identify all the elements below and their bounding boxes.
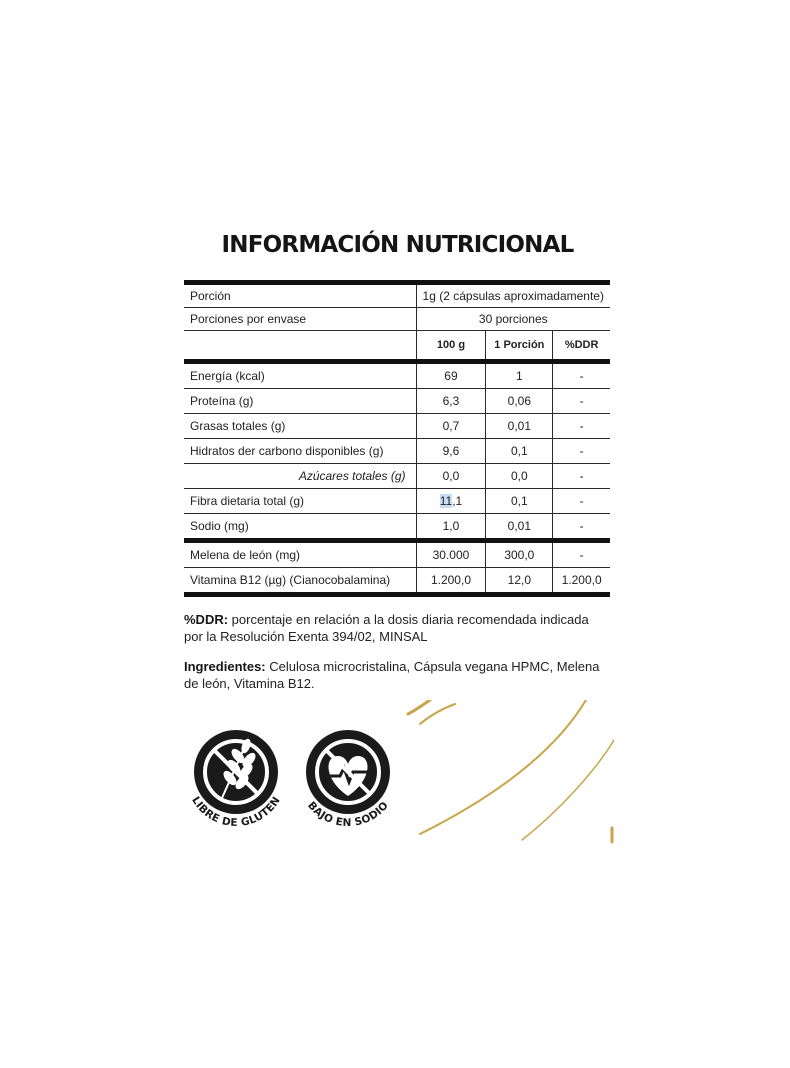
table-row [184, 464, 610, 489]
table-row [184, 414, 610, 439]
row-per-portion: 12,0 [486, 568, 553, 595]
row-per100: 6,3 [416, 389, 486, 414]
row-label: Proteína (g) [184, 389, 416, 414]
page-title: INFORMACIÓN NUTRICIONAL [221, 232, 574, 258]
row-label: Energía (kcal) [184, 362, 416, 389]
row-ddr: - [553, 514, 610, 541]
header-empty [184, 331, 416, 362]
header-100g: 100 g [416, 331, 486, 362]
table-row [184, 541, 610, 568]
row-label: Melena de león (mg) [184, 541, 416, 568]
portion-label: Porción [184, 283, 416, 308]
portion-row [184, 283, 610, 308]
servings-label: Porciones por envase [184, 308, 416, 331]
table-row [184, 514, 610, 541]
portion-value: 1g (2 cápsulas aproximadamente) [416, 283, 610, 308]
row-per-portion: 1 [486, 362, 553, 389]
row-ddr: - [553, 362, 610, 389]
gluten-free-badge [172, 722, 300, 846]
row-per-portion: 0,1 [486, 439, 553, 464]
row-ddr: - [553, 464, 610, 489]
row-per100: 0,0 [416, 464, 486, 489]
row-label: Sodio (mg) [184, 514, 416, 541]
row-per100: 30.000 [416, 541, 486, 568]
ingredients-note [184, 658, 610, 692]
row-per-portion: 0,01 [486, 514, 553, 541]
row-ddr: - [553, 489, 610, 514]
row-label: Azúcares totales (g) [184, 464, 416, 489]
row-per-portion: 0,1 [486, 489, 553, 514]
table-row [184, 362, 610, 389]
table-row [184, 439, 610, 464]
ddr-note-text: porcentaje en relación a la dosis diaria recomendada indicada por la Resolución Exenta 394/02, MINSAL [184, 612, 589, 644]
nutrition-table [184, 280, 610, 597]
row-per-portion: 0,0 [486, 464, 553, 489]
row-label: Fibra dietaria total (g) [184, 489, 416, 514]
header-ddr: %DDR [553, 331, 610, 362]
gluten-free-label: LIBRE DE GLUTEN [189, 794, 283, 830]
gold-curves-decoration [400, 700, 614, 846]
ddr-note-label: %DDR: [184, 612, 229, 627]
row-per100: 1.200,0 [416, 568, 486, 595]
row-ddr: - [553, 541, 610, 568]
row-per-portion: 300,0 [486, 541, 553, 568]
servings-value: 30 porciones [416, 308, 610, 331]
row-per-portion: 0,01 [486, 414, 553, 439]
ingredients-text: Celulosa microcristalina, Cápsula vegana HPMC, Melena de león, Vitamina B12. [184, 659, 600, 691]
header-portion: 1 Porción [486, 331, 553, 362]
table-row [184, 389, 610, 414]
row-ddr: 1.200,0 [553, 568, 610, 595]
table-row [184, 568, 610, 595]
servings-row [184, 308, 610, 331]
row-per-portion: 0,06 [486, 389, 553, 414]
row-per100: 9,6 [416, 439, 486, 464]
row-per100: 0,7 [416, 414, 486, 439]
table-row [184, 489, 610, 514]
row-per100 [416, 489, 486, 514]
row-per100-rest: ,1 [452, 494, 463, 508]
row-label: Vitamina B12 (µg) (Cianocobalamina) [184, 568, 416, 595]
low-sodium-badge [284, 722, 412, 846]
row-per100: 69 [416, 362, 486, 389]
ingredients-label: Ingredientes: [184, 659, 266, 674]
text-selection-highlight: 11 [439, 494, 453, 508]
low-sodium-label: BAJO EN SODIO [305, 799, 391, 830]
table-header-row [184, 331, 610, 362]
row-ddr: - [553, 439, 610, 464]
row-ddr: - [553, 389, 610, 414]
row-ddr: - [553, 414, 610, 439]
row-label: Hidratos der carbono disponibles (g) [184, 439, 416, 464]
row-label: Grasas totales (g) [184, 414, 416, 439]
ddr-note [184, 611, 610, 645]
row-per100: 1,0 [416, 514, 486, 541]
